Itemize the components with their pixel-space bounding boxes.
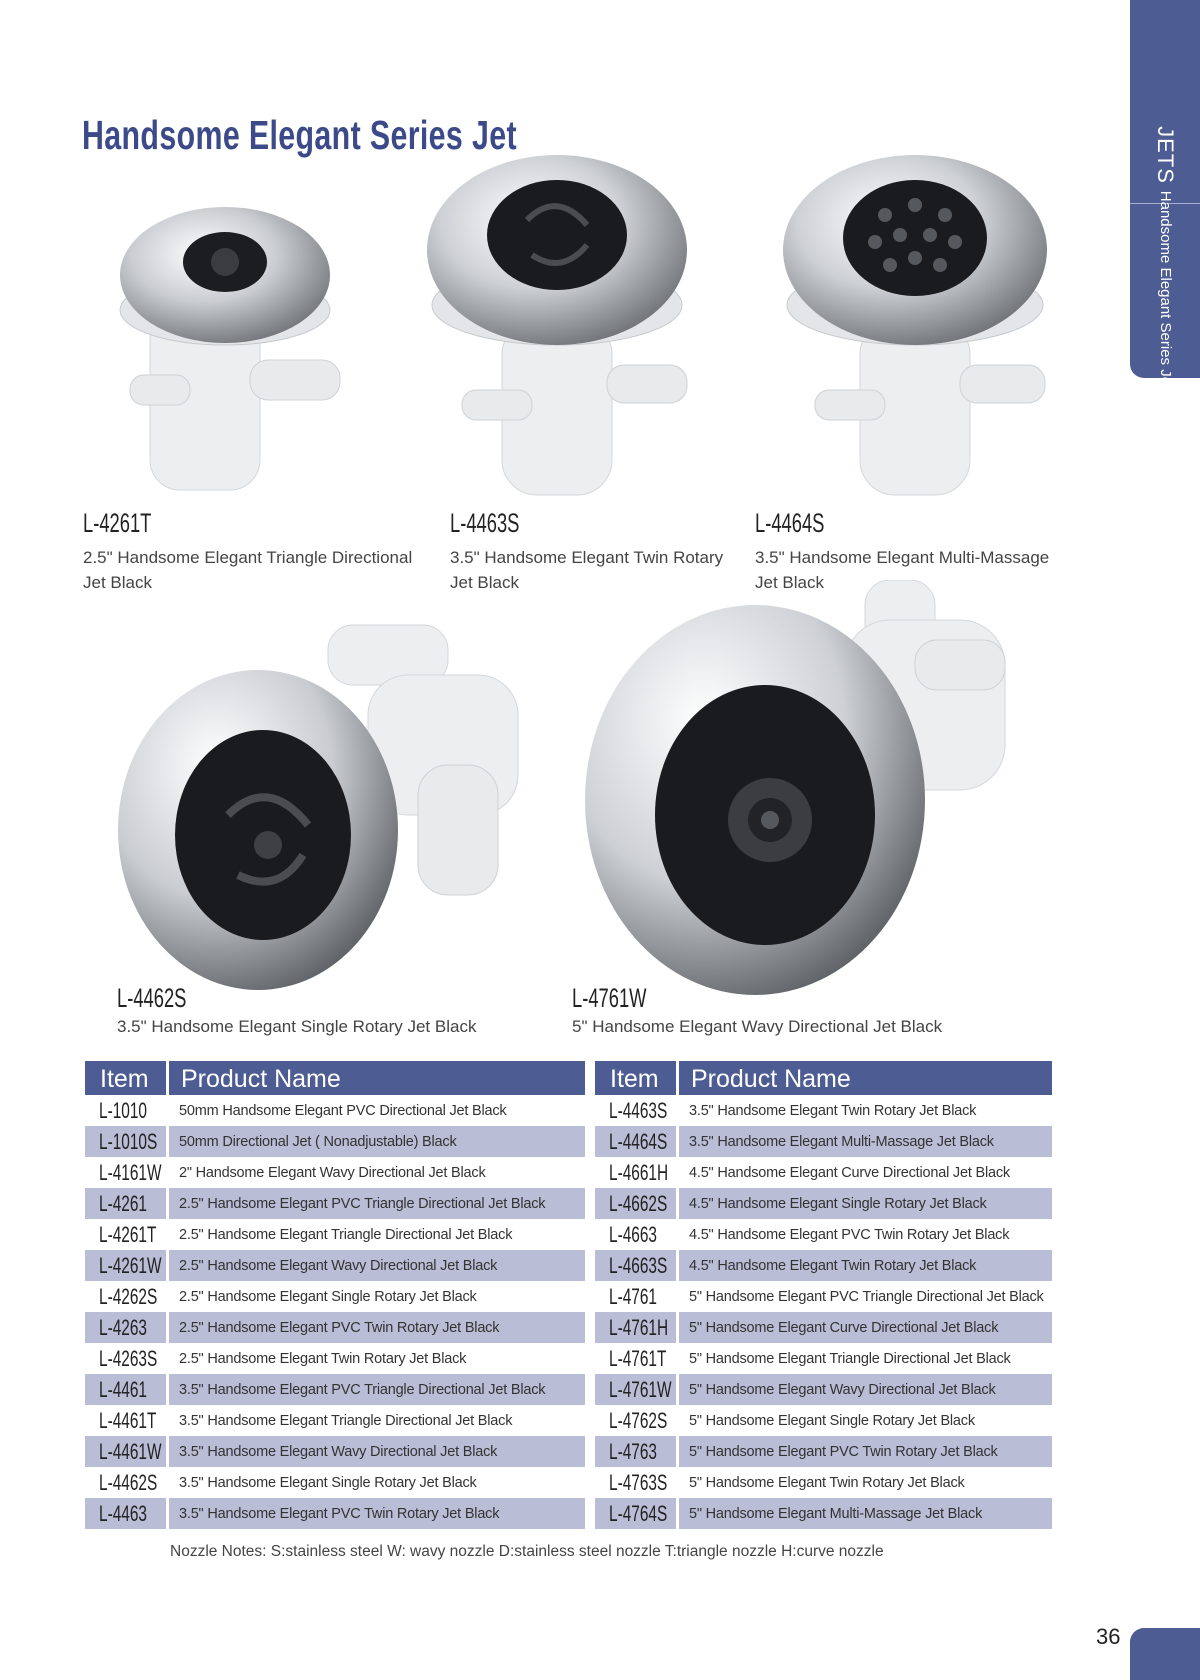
product-name-cell: 5" Handsome Elegant PVC Triangle Directional Jet Black [689,1288,1044,1305]
table-row [85,1343,585,1374]
table-row [595,1281,1052,1312]
category-label: JETS [1153,126,1178,184]
product-table-right [595,1061,1052,1529]
product-table-left [85,1061,585,1529]
item-code-cell [85,1312,169,1343]
item-code-cell [85,1374,169,1405]
item-code: L-4761 [609,1283,657,1309]
item-code-cell [85,1343,169,1374]
table-row [85,1405,585,1436]
item-code-cell [595,1157,679,1188]
item-code-cell [595,1405,679,1436]
product-name-cell: 3.5" Handsome Elegant Twin Rotary Jet Black [689,1102,977,1119]
table-row [85,1374,585,1405]
product-name-cell: 2.5" Handsome Elegant PVC Twin Rotary Jet Black [179,1319,500,1336]
page-number-tab [1130,1628,1200,1680]
product-name-cell: 5" Handsome Elegant PVC Twin Rotary Jet Black [689,1443,998,1460]
item-code-cell [85,1188,169,1219]
product-name-cell: 5" Handsome Elegant Wavy Directional Jet Black [689,1381,996,1398]
item-code-cell [85,1250,169,1281]
product-name-cell: 5" Handsome Elegant Curve Directional Jet Black [689,1319,999,1336]
table-row [85,1250,585,1281]
table-row [595,1498,1052,1529]
item-code-cell [595,1498,679,1529]
product-description-line: Jet Black [83,573,152,592]
product-name-cell: 3.5" Handsome Elegant Single Rotary Jet Black [179,1474,477,1491]
product-name-cell: 2.5" Handsome Elegant Triangle Directional Jet Black [179,1226,513,1243]
item-code: L-4463S [609,1097,668,1123]
item-code-cell [595,1436,679,1467]
table-row [595,1374,1052,1405]
table-row [595,1188,1052,1219]
table-row [85,1467,585,1498]
item-code: L-4663S [609,1252,668,1278]
product-name-cell: 2.5" Handsome Elegant Twin Rotary Jet Black [179,1350,467,1367]
item-code: L-4661H [609,1159,669,1185]
item-code: L-4263 [99,1314,147,1340]
item-code: L-4761T [609,1345,667,1371]
nozzle-notes: Nozzle Notes: S:stainless steel W: wavy nozzle D:stainless steel nozzle T:triangle nozzle H:curve nozzle [170,1543,884,1560]
table-row [595,1405,1052,1436]
product-name-cell: 4.5" Handsome Elegant Single Rotary Jet Black [689,1195,987,1212]
product-name-cell: 4.5" Handsome Elegant Curve Directional Jet Black [689,1164,1010,1181]
column-header-product-name: Product Name [679,1061,1052,1095]
product-name-cell: 3.5" Handsome Elegant Triangle Directional Jet Black [179,1412,513,1429]
item-code: L-4161W [99,1159,162,1185]
product-name-cell: 3.5" Handsome Elegant Multi-Massage Jet Black [689,1133,994,1150]
product-image-l-4464s [775,150,1055,500]
item-code: L-4461T [99,1407,157,1433]
item-code: L-4761W [609,1376,672,1402]
item-code: L-4262S [99,1283,158,1309]
product-code: L-4462S [117,983,187,1013]
item-code: L-4261 [99,1190,147,1216]
product-name-cell: 4.5" Handsome Elegant PVC Twin Rotary Jet Black [689,1226,1010,1243]
table-row [85,1498,585,1529]
item-code: L-1010 [99,1097,147,1123]
product-name-cell: 3.5" Handsome Elegant Wavy Directional Jet Black [179,1443,498,1460]
item-code: L-4462S [99,1469,158,1495]
page-number: 36 [1096,1624,1121,1649]
table-row [595,1126,1052,1157]
product-description [755,545,1049,595]
product-code: L-4464S [755,508,825,538]
item-code: L-4261W [99,1252,162,1278]
product-code: L-4463S [450,508,520,538]
product-description-line: 3.5" Handsome Elegant Single Rotary Jet Black [117,1017,477,1036]
item-code: L-4461W [99,1438,162,1464]
product-description [572,1014,942,1039]
product-code: L-4761W [572,983,647,1013]
item-code-cell [595,1250,679,1281]
item-code-cell [85,1498,169,1529]
page-title: Handsome Elegant Series Jet [82,112,517,158]
item-code: L-4261T [99,1221,157,1247]
table-row [85,1157,585,1188]
item-code-cell [85,1467,169,1498]
subcategory-label: Handsome Elegant Series Jet [1157,190,1174,390]
product-name-cell: 5" Handsome Elegant Multi-Massage Jet Black [689,1505,983,1522]
product-image-l-4463s [422,150,692,500]
product-description-line: 3.5" Handsome Elegant Multi-Massage [755,548,1050,567]
product-description-line: 3.5" Handsome Elegant Twin Rotary [450,548,724,567]
product-name-cell: 4.5" Handsome Elegant Twin Rotary Jet Black [689,1257,977,1274]
product-code: L-4261T [83,508,152,538]
product-image-l-4261t [110,200,350,500]
item-code: L-4461 [99,1376,147,1402]
table-row [595,1343,1052,1374]
item-code-cell [595,1467,679,1498]
item-code-cell [595,1374,679,1405]
product-name-cell: 5" Handsome Elegant Triangle Directional Jet Black [689,1350,1011,1367]
product-image-l-4761w [585,580,1025,1000]
product-description [117,1014,476,1039]
item-code-cell [595,1281,679,1312]
item-code: L-4763 [609,1438,657,1464]
column-header-product-name: Product Name [169,1061,585,1095]
column-header-item: Item [595,1061,679,1095]
product-name-cell: 3.5" Handsome Elegant PVC Triangle Directional Jet Black [179,1381,546,1398]
product-description [450,545,723,595]
table-row [595,1219,1052,1250]
table-row [85,1126,585,1157]
item-code-cell [595,1126,679,1157]
item-code: L-1010S [99,1128,158,1154]
category-side-tab [1130,0,1200,390]
product-description-line: 2.5" Handsome Elegant Triangle Directional [83,548,413,567]
table-body [85,1095,585,1529]
table-row [85,1281,585,1312]
item-code-cell [595,1343,679,1374]
table-row [85,1219,585,1250]
table-row [595,1467,1052,1498]
table-row [85,1436,585,1467]
product-image-l-4462s [118,615,528,995]
product-name-cell: 50mm Handsome Elegant PVC Directional Jet Black [179,1102,507,1119]
item-code: L-4463 [99,1500,147,1526]
item-code-cell [85,1157,169,1188]
item-code: L-4762S [609,1407,668,1433]
item-code-cell [85,1126,169,1157]
table-row [85,1188,585,1219]
item-code-cell [85,1095,169,1126]
product-description-line: Jet Black [755,573,824,592]
item-code: L-4761H [609,1314,669,1340]
item-code: L-4464S [609,1128,668,1154]
item-code-cell [595,1095,679,1126]
table-row [595,1312,1052,1343]
item-code-cell [85,1281,169,1312]
table-row [595,1436,1052,1467]
item-code: L-4763S [609,1469,668,1495]
product-name-cell: 2.5" Handsome Elegant Wavy Directional Jet Black [179,1257,498,1274]
product-name-cell: 5" Handsome Elegant Twin Rotary Jet Black [689,1474,965,1491]
product-name-cell: 2.5" Handsome Elegant Single Rotary Jet Black [179,1288,477,1305]
table-header [85,1061,585,1095]
table-row [595,1250,1052,1281]
item-code-cell [595,1219,679,1250]
table-body [595,1095,1052,1529]
product-name-cell: 3.5" Handsome Elegant PVC Twin Rotary Jet Black [179,1505,500,1522]
item-code-cell [595,1188,679,1219]
table-row [595,1095,1052,1126]
table-row [85,1095,585,1126]
product-description [83,545,412,595]
product-name-cell: 5" Handsome Elegant Single Rotary Jet Black [689,1412,975,1429]
item-code-cell [85,1219,169,1250]
product-description-line: 5" Handsome Elegant Wavy Directional Jet Black [572,1017,943,1036]
table-row [595,1157,1052,1188]
table-header [595,1061,1052,1095]
item-code: L-4764S [609,1500,668,1526]
item-code: L-4263S [99,1345,158,1371]
table-row [85,1312,585,1343]
item-code-cell [85,1405,169,1436]
column-header-item: Item [85,1061,169,1095]
product-name-cell: 2" Handsome Elegant Wavy Directional Jet Black [179,1164,486,1181]
item-code-cell [85,1436,169,1467]
product-name-cell: 50mm Directional Jet ( Nonadjustable) Black [179,1133,457,1150]
item-code: L-4663 [609,1221,657,1247]
product-description-line: Jet Black [450,573,519,592]
product-name-cell: 2.5" Handsome Elegant PVC Triangle Directional Jet Black [179,1195,546,1212]
item-code: L-4662S [609,1190,668,1216]
item-code-cell [595,1312,679,1343]
